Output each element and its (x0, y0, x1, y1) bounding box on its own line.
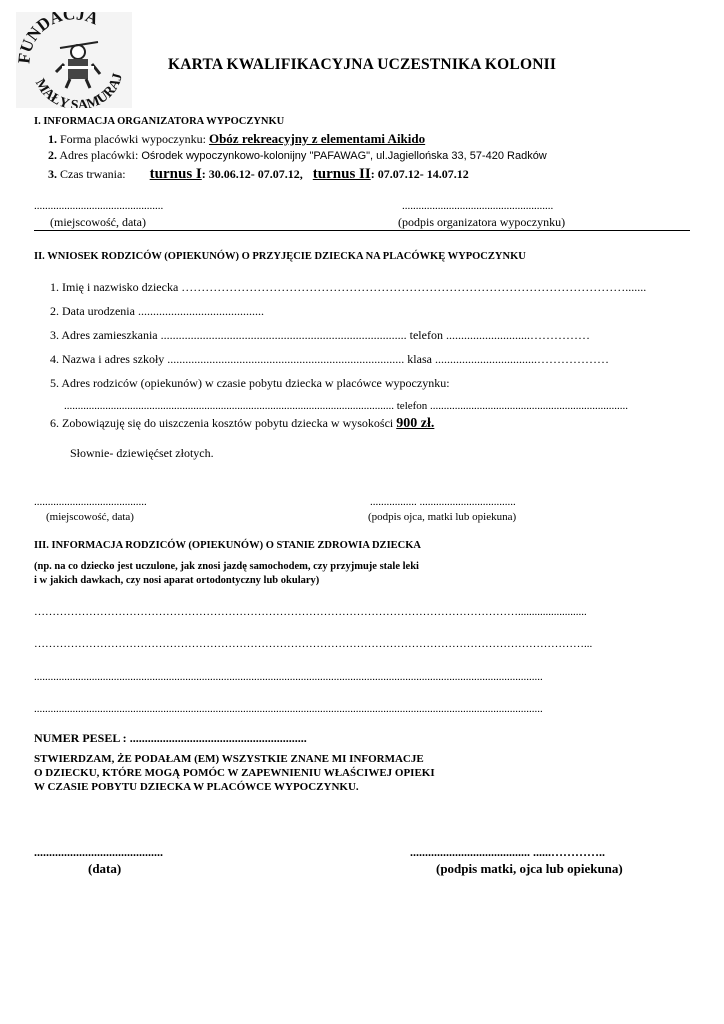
cost-amount: 900 zł. (396, 416, 435, 431)
placement-form-value: Obóz rekreacyjny z elementami Aikido (208, 131, 426, 146)
logo-text-bottom: MAŁY SAMURAJ (31, 71, 126, 108)
organizer-place-date-field[interactable]: ............................................... (34, 200, 164, 212)
section2-heading: II. WNIOSEK RODZICÓW (OPIEKUNÓW) O PRZYJĘCIE DZIECKA NA PLACÓWKĘ WYPOCZYNKU (34, 251, 526, 262)
final-date-label: (data) (88, 861, 122, 876)
placement-address-value: Ośrodek wypoczynkowo-kolonijny "PAFAWAG", ul.Jagiellońska 33, 57-420 Radków (141, 150, 547, 162)
child-name-field[interactable]: 1. Imię i nazwisko dziecka …………………………………………………………………………………………………....... (50, 280, 647, 294)
section1-item3 (48, 166, 469, 183)
section2-item6 (50, 416, 434, 432)
item-number: 3. (48, 167, 57, 181)
declaration-line3: W CZASIE POBYTU DZIECKA W PLACÓWCE WYPOCZYNKU. (34, 781, 359, 793)
turnus2-label: turnus II (312, 166, 371, 182)
item-number: 1. (48, 132, 57, 146)
health-info-line-1[interactable]: ……………………………………………………………………………………………………………………......................... (34, 606, 587, 618)
logo-text-top: FUNDACJA (16, 12, 102, 65)
item-number: 2. (48, 148, 57, 162)
turnus1-label: turnus I (149, 166, 202, 182)
section1-heading: I. INFORMACJA ORGANIZATORA WYPOCZYNKU (34, 116, 285, 127)
turnus2-dates: : 07.07.12- 14.07.12 (370, 167, 469, 181)
pesel-field[interactable]: ........................................................... (129, 731, 307, 745)
page-title: KARTA KWALIFIKACYJNA UCZESTNIKA KOLONII (168, 56, 557, 73)
section3-heading: III. INFORMACJA RODZICÓW (OPIEKUNÓW) O STANIE ZDROWIA DZIECKA (34, 540, 421, 551)
pesel-row (34, 731, 307, 746)
section-divider (34, 230, 690, 231)
health-note-line1: (np. na co dziecko jest uczulone, jak znosi jazdę samochodem, czy przyjmuje stale leki (34, 561, 419, 572)
foundation-logo (16, 12, 132, 108)
health-info-line-2[interactable]: ……………………………………………………………………………………………………………………………………... (34, 638, 593, 650)
item-label: Forma placówki wypoczynku: (60, 132, 206, 146)
declaration-line1: STWIERDZAM, ŻE PODAŁAM (EM) WSZYSTKIE ZNANE MI INFORMACJE (34, 753, 424, 765)
turnus1-dates: : 30.06.12- 07.07.12, (201, 167, 303, 181)
parents-address-field[interactable]: ........................................................................................................................ telefon ........................................................................ (64, 400, 629, 412)
parent-signature-field[interactable]: ................. ................................... (370, 496, 516, 508)
cost-commitment-text: 6. Zobowiązuję się do uiszczenia kosztów pobytu dziecka w wysokości (50, 416, 394, 430)
organizer-place-date-label: (miejscowość, data) (50, 215, 146, 229)
organizer-signature-label: (podpis organizatora wypoczynku) (398, 215, 566, 229)
declaration-line2: O DZIECKU, KTÓRE MOGĄ POMÓC W ZAPEWNIENIU WŁAŚCIWEJ OPIEKI (34, 767, 435, 779)
parent-place-date-field[interactable]: ......................................... (34, 496, 147, 508)
amount-in-words: Słownie- dziewięćset złotych. (70, 446, 214, 460)
final-date-field[interactable]: ........................................... (34, 845, 163, 859)
home-address-field[interactable]: 3. Adres zamieszkania .................................................................................. telefon ............................…………… (50, 328, 590, 342)
parents-address-label: 5. Adres rodziców (opiekunów) w czasie pobytu dziecka w placówce wypoczynku: (50, 376, 450, 390)
organizer-signature-field[interactable]: ....................................................... (402, 200, 554, 212)
final-signature-label: (podpis matki, ojca lub opiekuna) (436, 861, 623, 876)
health-info-line-3[interactable]: ......................................................................................................................................................................................... (34, 671, 543, 683)
birth-date-field[interactable]: 2. Data urodzenia .......................................... (50, 304, 264, 318)
health-note-line2: i w jakich dawkach, czy nosi aparat ortodontyczny lub okulary) (34, 575, 320, 586)
pesel-label: NUMER PESEL : (34, 731, 127, 745)
final-signature-field[interactable]: ........................................ ......………….. (410, 845, 605, 859)
school-field[interactable]: 4. Nazwa i adres szkoły ............................................................................... klasa ..................................……………… (50, 352, 609, 366)
section1-item1 (48, 131, 425, 147)
section1-item2 (48, 148, 547, 163)
item-label: Czas trwania: (60, 167, 126, 181)
item-label: Adres placówki: (59, 148, 139, 162)
parent-signature-label: (podpis ojca, matki lub opiekuna) (368, 511, 517, 523)
health-info-line-4[interactable]: ......................................................................................................................................................................................... (34, 703, 543, 715)
parent-place-date-label: (miejscowość, data) (46, 511, 134, 523)
